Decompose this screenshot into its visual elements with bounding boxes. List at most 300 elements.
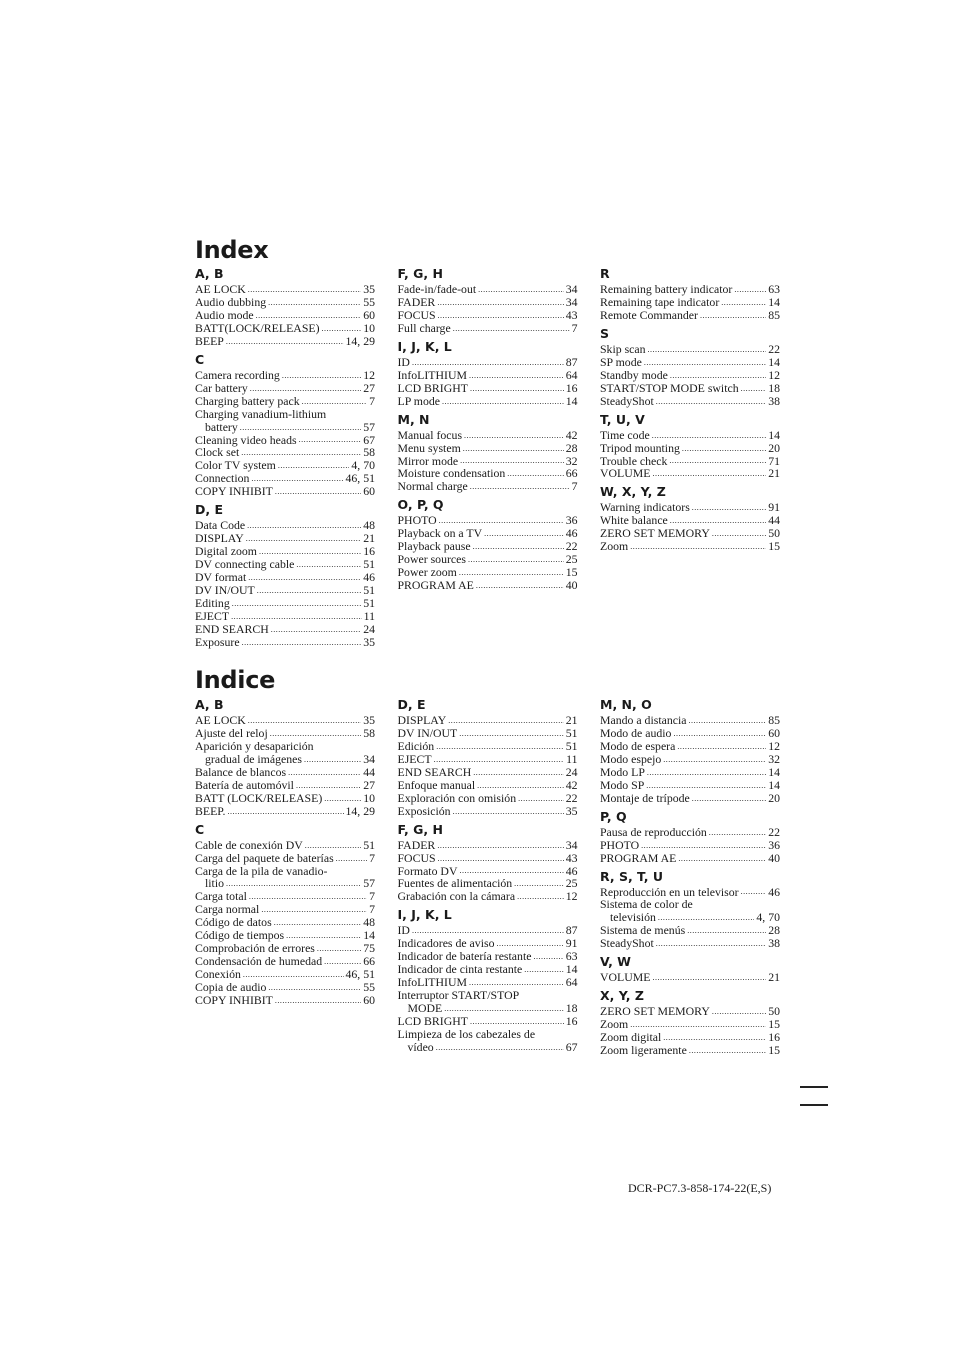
entry-page: 7 <box>369 850 375 865</box>
entry-page: 46 <box>768 884 780 899</box>
index-entry <box>398 442 578 455</box>
entry-page: 22 <box>768 824 780 839</box>
entry-term: Comprobación de errores <box>195 941 315 956</box>
dot-leader <box>296 558 361 571</box>
entry-page: 14 <box>363 928 375 943</box>
index-entry <box>600 753 780 766</box>
dot-leader <box>444 1002 563 1015</box>
entry-page: 60 <box>768 725 780 740</box>
entry-term: InfoLITHIUM <box>397 367 467 382</box>
entry-page: 28 <box>768 923 780 938</box>
index-entry <box>398 839 578 852</box>
entry-term: Playback pause <box>397 539 471 554</box>
dot-leader <box>278 459 350 472</box>
dot-leader <box>647 766 766 779</box>
group-heading: A, B <box>195 266 224 281</box>
index-entry <box>195 994 375 1007</box>
entry-page: 36 <box>565 513 578 528</box>
index-entry <box>600 540 780 553</box>
group-heading: D, E <box>397 697 426 712</box>
entry-term: Power zoom <box>397 565 457 580</box>
dot-leader <box>247 519 361 532</box>
entry-term: BATT(LOCK/RELEASE) <box>195 320 320 335</box>
index-entry <box>195 395 375 408</box>
entry-term: Balance de blancos <box>195 764 287 779</box>
entry-page: 46, 51 <box>345 967 375 982</box>
entry-term: Exposure <box>195 634 240 649</box>
entry-term: PHOTO <box>600 837 640 852</box>
index-entry <box>600 740 780 753</box>
entry-term: DISPLAY <box>397 713 447 727</box>
entry-page: 55 <box>363 980 375 995</box>
dot-leader <box>296 779 361 792</box>
group-heading: I, J, K, L <box>397 907 452 923</box>
entry-page: 75 <box>363 941 375 956</box>
dot-leader <box>533 950 563 963</box>
dot-leader <box>305 839 361 852</box>
dot-leader <box>658 911 755 924</box>
dot-leader <box>689 1044 766 1057</box>
dot-leader <box>476 579 564 592</box>
dot-leader <box>473 540 564 553</box>
entry-page: 44 <box>768 513 780 528</box>
entry-term: Aparición y desaparición <box>195 738 314 753</box>
entry-term: Código de datos <box>195 915 272 930</box>
entry-page: 15 <box>565 565 578 580</box>
dot-leader <box>437 296 563 309</box>
entry-term: Charging vanadium-lithium <box>195 406 327 421</box>
entry-term: BEEP. <box>195 803 226 818</box>
dot-leader <box>442 395 564 408</box>
entry-term: Código de tiempos <box>195 928 285 943</box>
entry-term: Carga del paquete de baterías <box>195 850 334 865</box>
dot-leader <box>231 610 362 623</box>
indice-title: Indice <box>195 666 276 694</box>
dot-leader <box>438 852 564 865</box>
entry-term: Digital zoom <box>195 544 257 559</box>
entry-page: 24 <box>363 621 375 636</box>
dot-leader <box>243 968 344 981</box>
index-entry <box>398 890 578 903</box>
entry-page: 51 <box>363 583 375 598</box>
index-entry <box>195 408 375 421</box>
entry-term: ZERO SET MEMORY <box>600 526 710 541</box>
entry-page: 7 <box>571 479 578 494</box>
index-entry <box>600 779 780 792</box>
entry-page: 15 <box>768 1043 780 1058</box>
entry-page: 91 <box>768 500 780 515</box>
entry-term: Remote Commander <box>600 307 698 322</box>
index-entry <box>398 322 578 335</box>
dot-leader <box>242 636 362 649</box>
entry-page: 14, 29 <box>345 333 375 348</box>
index-entry <box>398 369 578 382</box>
entry-term: Time code <box>600 427 650 442</box>
index-entry <box>600 309 780 322</box>
entry-page: 67 <box>363 432 375 447</box>
margin-rule-bottom <box>800 1104 828 1106</box>
entry-page: 71 <box>768 453 780 468</box>
entry-page: 38 <box>768 393 780 408</box>
entry-page: 15 <box>768 1017 780 1032</box>
dot-leader <box>261 903 367 916</box>
entry-page: 55 <box>363 294 375 309</box>
entry-page: 36 <box>768 837 780 852</box>
entry-term: EJECT <box>195 608 230 623</box>
entry-term: Condensación de humedad <box>195 954 323 969</box>
entry-term: Menu system <box>397 440 461 455</box>
entry-page: 46 <box>363 570 375 585</box>
entry-page: 87 <box>565 923 578 938</box>
dot-leader <box>484 527 564 540</box>
index-entry <box>600 356 780 369</box>
entry-term: Sistema de color de <box>600 897 693 912</box>
entry-page: 46 <box>565 526 578 541</box>
dot-leader <box>257 584 361 597</box>
dot-leader <box>630 540 766 553</box>
entry-term: Moisture condensation <box>397 466 506 481</box>
entry-page: 38 <box>768 936 780 951</box>
dot-leader <box>251 472 343 485</box>
index-entry <box>600 839 780 852</box>
entry-term: Modo de espera <box>600 738 676 753</box>
group-heading: X, Y, Z <box>600 988 644 1004</box>
dot-leader <box>648 343 767 356</box>
entry-term: battery <box>205 419 238 434</box>
entry-page: 7 <box>369 393 375 408</box>
entry-term: Modo espejo <box>600 751 662 766</box>
entry-page: 40 <box>565 578 578 593</box>
entry-term: Conexión <box>195 967 241 982</box>
group-heading: O, P, Q <box>397 497 444 513</box>
entry-term: White balance <box>600 513 668 528</box>
entry-term: gradual de imágenes <box>205 751 302 766</box>
dot-leader <box>712 527 766 540</box>
dot-leader <box>470 480 570 493</box>
entry-term: ID <box>397 354 410 369</box>
dot-leader <box>250 382 361 395</box>
index-entry <box>195 779 375 792</box>
entry-term: Color TV system <box>195 458 276 473</box>
dot-leader <box>507 467 563 480</box>
entry-page: 12 <box>363 367 375 382</box>
dot-leader <box>656 395 766 408</box>
entry-page: 43 <box>565 307 578 322</box>
entry-term: Car battery <box>195 380 248 395</box>
entry-page: 14 <box>565 962 578 977</box>
index-entry <box>398 356 578 369</box>
dot-leader <box>670 369 766 382</box>
entry-term: Trouble check <box>600 453 668 468</box>
index-column <box>195 266 375 649</box>
entry-term: Copia de audio <box>195 980 267 995</box>
entry-term: Cleaning video heads <box>195 432 297 447</box>
index-entry <box>600 442 780 455</box>
dot-leader <box>439 514 564 527</box>
dot-leader <box>259 545 361 558</box>
entry-page: 14 <box>768 294 780 309</box>
entry-page: 58 <box>363 725 375 740</box>
dot-leader <box>271 623 361 636</box>
dot-leader <box>663 1031 766 1044</box>
entry-term: Montaje de trípode <box>600 790 690 805</box>
index-entry <box>398 805 578 818</box>
dot-leader <box>438 309 564 322</box>
entry-term: Batería de automóvil <box>195 777 294 792</box>
index-entry <box>398 727 578 740</box>
entry-term: Remaining tape indicator <box>600 294 720 309</box>
entry-page: 14 <box>565 393 578 408</box>
entry-page: 32 <box>565 453 578 468</box>
entry-term: END SEARCH <box>195 621 269 636</box>
entry-page: 27 <box>363 777 375 792</box>
entry-page: 16 <box>768 1030 780 1045</box>
index-entry <box>600 467 780 480</box>
entry-term: Indicador de batería restante <box>397 949 532 964</box>
dot-leader <box>709 826 766 839</box>
dot-leader <box>646 779 766 792</box>
entry-page: 57 <box>363 876 375 891</box>
dot-leader <box>517 890 564 903</box>
entry-term: AE LOCK <box>195 713 246 727</box>
dot-leader <box>692 501 766 514</box>
entry-page: 35 <box>363 713 375 727</box>
group-heading: V, W <box>600 954 631 970</box>
index-entry <box>195 382 375 395</box>
entry-term: Sistema de menús <box>600 923 686 938</box>
dot-leader <box>256 309 362 322</box>
dot-leader <box>317 942 361 955</box>
index-entry <box>398 395 578 408</box>
dot-leader <box>299 434 362 447</box>
index-entry <box>398 924 578 937</box>
index-column <box>600 266 780 649</box>
dot-leader <box>268 981 361 994</box>
index-entry <box>195 322 375 335</box>
dot-leader <box>682 442 766 455</box>
dot-leader <box>240 421 361 434</box>
entry-term: DV IN/OUT <box>397 725 458 740</box>
index-entry <box>600 852 780 865</box>
entry-page: 32 <box>768 751 780 766</box>
entry-term: Modo SP <box>600 777 645 792</box>
dot-leader <box>275 485 361 498</box>
entry-term: VOLUME <box>600 970 651 985</box>
entry-page: 50 <box>768 526 780 541</box>
entry-page: 18 <box>768 380 780 395</box>
dot-leader <box>463 442 564 455</box>
entry-page: 51 <box>363 596 375 611</box>
dot-leader <box>241 446 361 459</box>
dot-leader <box>459 566 564 579</box>
index-entry <box>600 766 780 779</box>
entry-page: 66 <box>363 954 375 969</box>
dot-leader <box>436 1041 564 1054</box>
group-heading: T, U, V <box>600 411 645 427</box>
group-heading: S <box>600 325 610 341</box>
entry-term: Carga total <box>195 889 247 904</box>
entry-term: Skip scan <box>600 341 646 356</box>
index-entry <box>195 296 375 309</box>
dot-leader <box>226 335 344 348</box>
entry-page: 48 <box>363 518 375 533</box>
dot-leader <box>652 429 767 442</box>
entry-term: Connection <box>195 471 250 486</box>
dot-leader <box>324 792 361 805</box>
dot-leader <box>249 890 367 903</box>
dot-leader <box>268 296 361 309</box>
entry-page: 21 <box>363 531 375 546</box>
entry-page: 48 <box>363 915 375 930</box>
dot-leader <box>464 429 564 442</box>
index-entry <box>195 766 375 779</box>
entry-page: 14 <box>768 764 780 779</box>
entry-term: Indicadores de aviso <box>397 936 495 951</box>
index-entry <box>398 480 578 493</box>
index-entry <box>600 296 780 309</box>
index-column <box>195 697 375 1057</box>
index-column <box>398 266 578 649</box>
dot-leader <box>436 740 564 753</box>
index-entry <box>398 766 578 779</box>
entry-term: Full charge <box>397 320 451 335</box>
group-heading: M, N, O <box>600 697 652 712</box>
group-heading: M, N <box>397 411 430 427</box>
index-entry <box>398 740 578 753</box>
entry-term: Mirror mode <box>397 453 459 468</box>
entry-term: SteadyShot <box>600 936 654 951</box>
index-entry <box>398 714 578 727</box>
entry-page: 85 <box>768 307 780 322</box>
group-heading: A, B <box>195 697 224 712</box>
entry-term: Enfoque manual <box>397 777 476 792</box>
entry-term: VOLUME <box>600 466 651 481</box>
entry-page: 60 <box>363 307 375 322</box>
entry-term: Data Code <box>195 518 246 533</box>
entry-page: 22 <box>565 539 578 554</box>
index-entry <box>600 714 780 727</box>
entry-term: Modo LP <box>600 764 645 779</box>
entry-term: Pausa de reproducción <box>600 824 707 839</box>
entry-term: Mando a distancia <box>600 713 687 727</box>
entry-term: Standby mode <box>600 367 668 382</box>
entry-page: 28 <box>565 440 578 455</box>
entry-term: COPY INHIBIT <box>195 484 273 499</box>
entry-page: 63 <box>565 949 578 964</box>
dot-leader <box>652 467 766 480</box>
entry-term: DV IN/OUT <box>195 583 255 598</box>
entry-page: 21 <box>768 466 780 481</box>
entry-term: LP mode <box>397 393 440 408</box>
dot-leader <box>741 886 767 899</box>
index-column <box>600 697 780 1057</box>
group-heading: R, S, T, U <box>600 868 664 884</box>
entry-page: 58 <box>363 445 375 460</box>
group-heading: R <box>600 266 610 281</box>
margin-rule-top <box>800 1086 828 1088</box>
entry-page: 42 <box>565 777 578 792</box>
entry-page: 91 <box>565 936 578 951</box>
index-entry <box>600 826 780 839</box>
entry-term: Normal charge <box>397 479 468 494</box>
entry-page: 63 <box>768 282 780 296</box>
entry-page: 44 <box>363 764 375 779</box>
index-entry <box>398 1041 578 1054</box>
entry-page: 57 <box>363 419 375 434</box>
dot-leader <box>304 753 361 766</box>
entry-page: 34 <box>363 751 375 766</box>
entry-term: Tripod mounting <box>600 440 680 455</box>
entry-term: Audio mode <box>195 307 254 322</box>
entry-term: END SEARCH <box>397 764 472 779</box>
entry-term: SP mode <box>600 354 642 369</box>
index-entry <box>600 429 780 442</box>
entry-page: 35 <box>565 803 578 818</box>
entry-term: FADER <box>397 294 436 309</box>
entry-page: 12 <box>565 889 578 904</box>
entry-page: 12 <box>768 738 780 753</box>
entry-term: AE LOCK <box>195 282 246 296</box>
entry-page: 16 <box>363 544 375 559</box>
entry-term: Cable de conexión DV <box>195 837 303 852</box>
entry-page: 50 <box>768 1004 780 1019</box>
dot-leader <box>275 994 361 1007</box>
entry-page: 18 <box>565 1001 578 1016</box>
entry-page: 25 <box>565 552 578 567</box>
dot-leader <box>227 805 343 818</box>
entry-term: PHOTO <box>397 513 437 528</box>
entry-page: 4, 70 <box>351 458 375 473</box>
entry-page: 46, 51 <box>345 471 375 486</box>
dot-leader <box>700 309 766 322</box>
index-entry <box>195 792 375 805</box>
index-entry <box>600 343 780 356</box>
entry-page: 60 <box>363 993 375 1008</box>
entry-term: Modo de audio <box>600 725 672 740</box>
entry-term: Fade-in/fade-out <box>397 282 477 296</box>
index-column <box>398 697 578 1057</box>
dot-leader <box>469 369 564 382</box>
entry-page: 21 <box>565 713 578 727</box>
entry-term: Audio dubbing <box>195 294 267 309</box>
entry-page: 7 <box>369 889 375 904</box>
dot-leader <box>473 766 563 779</box>
index-entry <box>398 852 578 865</box>
entry-term: Zoom <box>600 1017 629 1032</box>
entry-term: Formato DV <box>397 863 458 878</box>
dot-leader <box>514 877 564 890</box>
entry-term: vídeo <box>407 1039 434 1054</box>
entry-page: 14, 29 <box>345 803 375 818</box>
entry-page: 20 <box>768 790 780 805</box>
dot-leader <box>470 1015 564 1028</box>
dot-leader <box>453 322 570 335</box>
entry-page: 34 <box>565 837 578 852</box>
index-entry <box>195 727 375 740</box>
index-entry <box>195 852 375 865</box>
index-entry <box>195 623 375 636</box>
entry-term: Edición <box>397 738 435 753</box>
entry-term: PROGRAM AE <box>397 578 474 593</box>
index-entry <box>398 753 578 766</box>
dot-leader <box>644 356 766 369</box>
entry-page: 7 <box>571 320 578 335</box>
entry-term: ZERO SET MEMORY <box>600 1004 710 1019</box>
dot-leader <box>248 283 361 296</box>
index-entry <box>398 792 578 805</box>
entry-page: 46 <box>565 863 578 878</box>
entry-page: 85 <box>768 713 780 727</box>
